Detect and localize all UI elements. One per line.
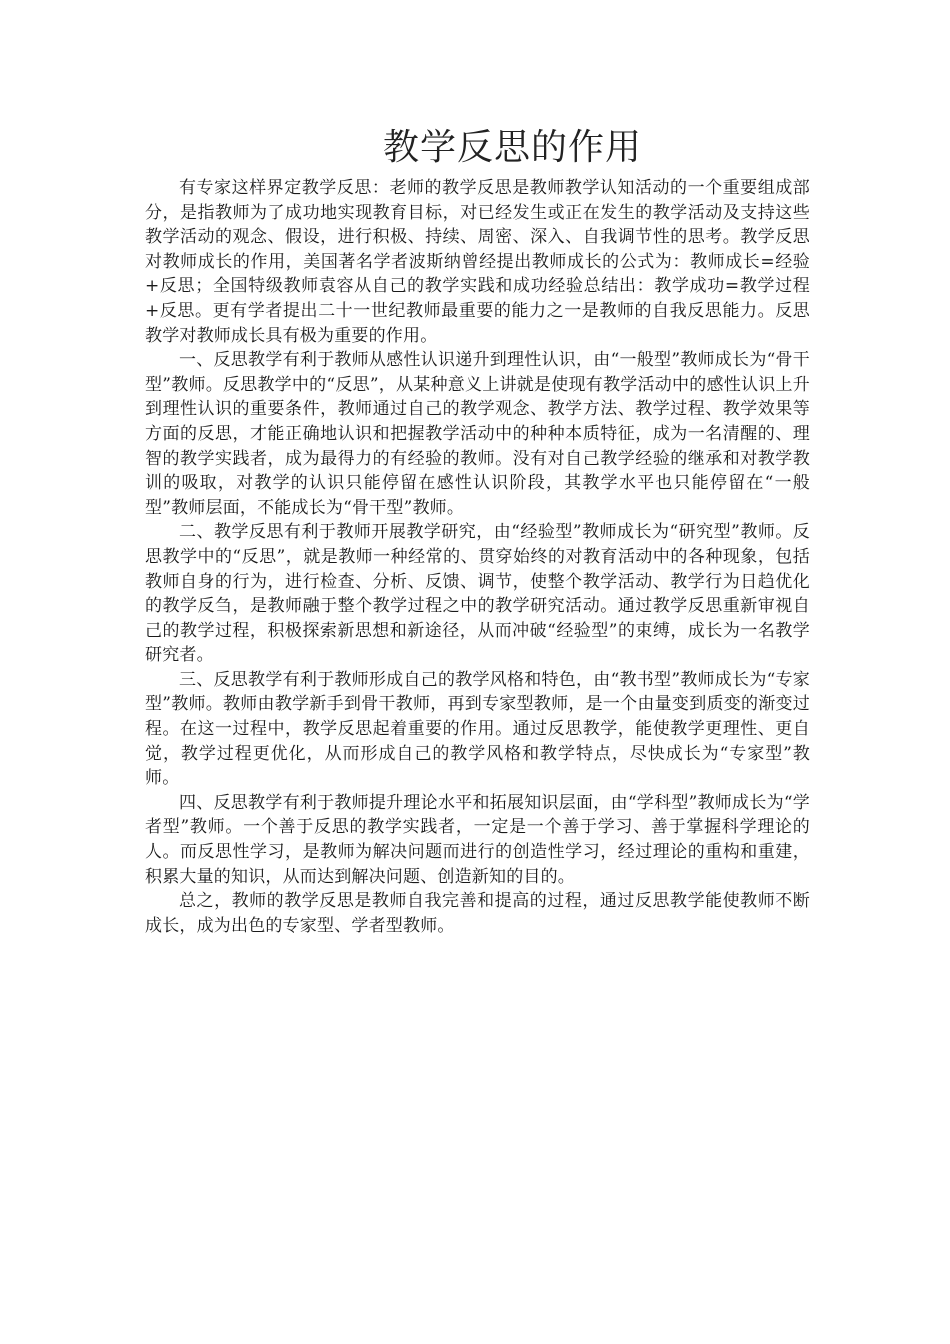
paragraph-point-four: 四、反思教学有利于教师提升理论水平和拓展知识层面，由“学科型”教师成长为“学者型”教师。一个善于反思的教学实践者，一定是一个善于学习、善于掌握科学理论的人。而反思性学习，是教师为解决问题而进行的创造性学习，经过理论的重构和重建，积累大量的知识，从而达到解决问题、创造新知的目的。 [145,792,810,887]
paragraph-intro: 有专家这样界定教学反思：老师的教学反思是教师教学认知活动的一个重要组成部分，是指教师为了成功地实现教育目标，对已经发生或正在发生的教学活动及支持这些教学活动的观念、假设，进行积极、持续、周密、深入、自我调节性的思考。教学反思对教师成长的作用，美国著名学者波斯纳曾经提出教师成长的公式为：教师成长=经验+反思；全国特级教师袁容从自己的教学实践和成功经验总结出：教学成功=教学过程+反思。更有学者提出二十一世纪教师最重要的能力之一是教师的自我反思能力。反思教学对教师成长具有极为重要的作用。 [145,178,810,346]
document-page [145,120,810,938]
document-title: 教学反思的作用 [382,127,642,168]
paragraph-point-three: 三、反思教学有利于教师形成自己的教学风格和特色，由“教书型”教师成长为“专家型”教师。教师由教学新手到骨干教师，再到专家型教师，是一个由量变到质变的渐变过程。在这一过程中，教学反思起着重要的作用。通过反思教学，能使教学更理性、更自觉，教学过程更优化，从而形成自己的教学风格和教学特点，尽快成长为“专家型”教师。 [145,669,810,789]
paragraph-point-one: 一、反思教学有利于教师从感性认识递升到理性认识，由“一般型”教师成长为“骨干型”教师。反思教学中的“反思”，从某种意义上讲就是使现有教学活动中的感性认识上升到理性认识的重要条件，教师通过自己的教学观念、教学方法、教学过程、教学效果等方面的反思，才能正确地认识和把握教学活动中的种种本质特征，成为一名清醒的、理智的教学实践者，成为最得力的有经验的教师。没有对自己教学经验的继承和对教学教训的吸取，对教学的认识只能停留在感性认识阶段，其教学水平也只能停留在“一般型”教师层面，不能成长为“骨干型”教师。 [145,350,810,518]
paragraph-conclusion: 总之，教师的教学反思是教师自我完善和提高的过程，通过反思教学能使教师不断成长，成为出色的专家型、学者型教师。 [145,891,810,936]
paragraph-point-two: 二、教学反思有利于教师开展教学研究，由“经验型”教师成长为“研究型”教师。反思教学中的“反思”，就是教师一种经常的、贯穿始终的对教育活动中的各种现象，包括教师自身的行为，进行检查、分析、反馈、调节，使整个教学活动、教学行为日趋优化的教学反刍，是教师融于整个教学过程之中的教学研究活动。通过教学反思重新审视自己的教学过程，积极探索新思想和新途径，从而冲破“经验型”的束缚，成长为一名教学研究者。 [145,522,810,666]
